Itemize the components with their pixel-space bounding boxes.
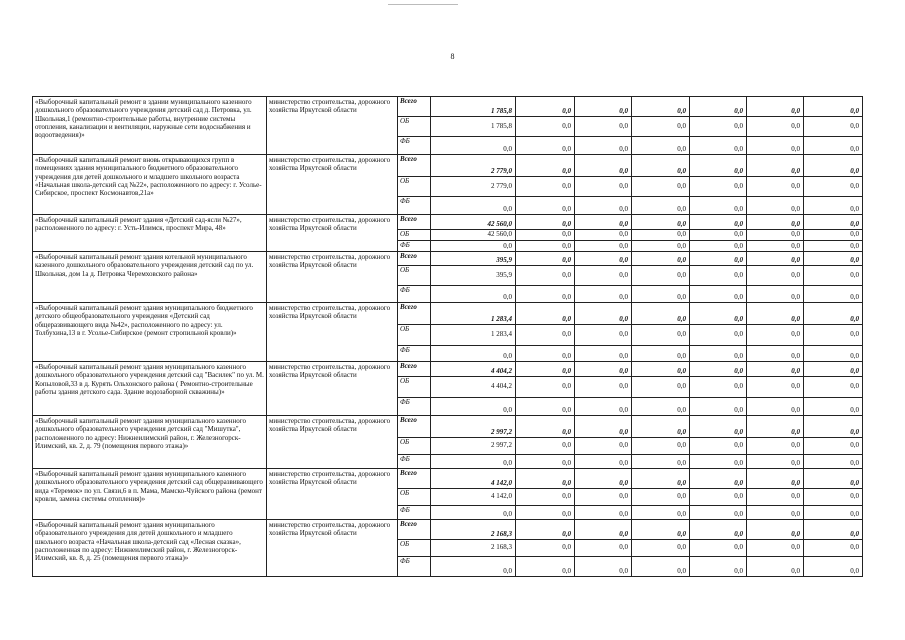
- amount-cell: 0,0: [747, 155, 804, 177]
- object-description: «Выборочный капитальный ремонт здания муниципального казенного дошкольного образовательного учреждения детский сад общеразвивающего вида «Теремок» по ул. Связи,6 в п. Мама, Мамско-Чуйского района (ремонт кровли, замена системы отопления)»: [33, 469, 267, 520]
- amount-cell: 0,0: [690, 117, 747, 137]
- object-description: «Выборочный капитальный ремонт в здании муниципального казенного дошкольного образовательного учреждения детский сад д. Петровка, ул. Школьная,1 (ремонтно-строительные работы, внутренние системы отопления, канализации и вентиляции, наружные сети водоснабжения и водоотведения)»: [33, 97, 267, 155]
- amount-cell: 0,0: [431, 241, 516, 252]
- amount-cell: 0,0: [632, 197, 690, 215]
- amount-cell: 4 142,0: [431, 469, 516, 489]
- amount-cell: 0,0: [804, 362, 863, 377]
- funding-source-label: ФБ: [398, 455, 431, 469]
- table-row: [33, 416, 863, 438]
- amount-cell: 0,0: [516, 416, 575, 438]
- amount-cell: 0,0: [632, 489, 690, 506]
- amount-cell: 0,0: [632, 557, 690, 577]
- responsible-organization: министерство строительства, дорожного хозяйства Иркутской области: [267, 362, 398, 416]
- amount-cell: 0,0: [804, 215, 863, 230]
- amount-cell: 0,0: [632, 469, 690, 489]
- amount-cell: 0,0: [431, 455, 516, 469]
- funding-source-label: Всего: [398, 252, 431, 266]
- amount-cell: 0,0: [747, 416, 804, 438]
- amount-cell: 0,0: [516, 252, 575, 266]
- amount-cell: 0,0: [632, 137, 690, 155]
- amount-cell: 0,0: [632, 230, 690, 241]
- amount-cell: 0,0: [431, 557, 516, 577]
- amount-cell: 0,0: [804, 346, 863, 362]
- amount-cell: 0,0: [575, 252, 632, 266]
- amount-cell: 0,0: [804, 197, 863, 215]
- funding-source-label: ОБ: [398, 117, 431, 137]
- scan-artifact: [388, 4, 458, 5]
- amount-cell: 0,0: [690, 155, 747, 177]
- funding-source-label: ОБ: [398, 177, 431, 197]
- amount-cell: 2 779,0: [431, 155, 516, 177]
- amount-cell: 0,0: [804, 455, 863, 469]
- amount-cell: 0,0: [747, 215, 804, 230]
- amount-cell: 0,0: [516, 241, 575, 252]
- amount-cell: 0,0: [690, 398, 747, 416]
- amount-cell: 0,0: [516, 266, 575, 286]
- amount-cell: 0,0: [575, 137, 632, 155]
- amount-cell: 0,0: [516, 398, 575, 416]
- amount-cell: 0,0: [516, 303, 575, 325]
- amount-cell: 0,0: [575, 469, 632, 489]
- funding-source-label: ОБ: [398, 230, 431, 241]
- amount-cell: 0,0: [632, 215, 690, 230]
- amount-cell: 0,0: [632, 346, 690, 362]
- amount-cell: 4 142,0: [431, 489, 516, 506]
- table-row: [33, 252, 863, 266]
- amount-cell: 0,0: [804, 155, 863, 177]
- amount-cell: 0,0: [516, 346, 575, 362]
- funding-source-label: Всего: [398, 469, 431, 489]
- amount-cell: 0,0: [804, 469, 863, 489]
- amount-cell: 0,0: [690, 540, 747, 557]
- funding-source-label: ФБ: [398, 346, 431, 362]
- amount-cell: 0,0: [516, 377, 575, 398]
- object-description: «Выборочный капитальный ремонт здания «Детский сад-ясли №27», расположенного по адресу: г. Усть-Илимск, проспект Мира, 48»: [33, 215, 267, 252]
- amount-cell: 0,0: [747, 241, 804, 252]
- amount-cell: 0,0: [575, 438, 632, 455]
- amount-cell: 0,0: [690, 137, 747, 155]
- amount-cell: 0,0: [747, 520, 804, 540]
- amount-cell: 0,0: [516, 469, 575, 489]
- object-description: «Выборочный капитальный ремонт здания муниципального бюджетного детского общеобразовательного учреждения «Детский сад общеразвивающего вида №42», расположенного по адресу: ул. Толбухина,13 в г. Усолье-Сибирское (ремонт стропильной кровли)»: [33, 303, 267, 362]
- amount-cell: 0,0: [516, 520, 575, 540]
- amount-cell: 0,0: [804, 286, 863, 303]
- funding-source-label: ОБ: [398, 489, 431, 506]
- funding-source-label: ОБ: [398, 325, 431, 346]
- funding-source-label: ФБ: [398, 398, 431, 416]
- responsible-organization: министерство строительства, дорожного хозяйства Иркутской области: [267, 155, 398, 215]
- funding-source-label: ОБ: [398, 438, 431, 455]
- amount-cell: 0,0: [516, 137, 575, 155]
- amount-cell: 1 785,8: [431, 117, 516, 137]
- amount-cell: 0,0: [690, 230, 747, 241]
- amount-cell: 0,0: [747, 137, 804, 155]
- responsible-organization: министерство строительства, дорожного хозяйства Иркутской области: [267, 215, 398, 252]
- amount-cell: 395,9: [431, 252, 516, 266]
- funding-source-label: Всего: [398, 416, 431, 438]
- funding-source-label: ФБ: [398, 286, 431, 303]
- funding-source-label: ФБ: [398, 137, 431, 155]
- amount-cell: 0,0: [516, 455, 575, 469]
- amount-cell: 0,0: [690, 177, 747, 197]
- object-description: «Выборочный капитальный ремонт здания муниципального казенного дошкольного образовательного учреждения детский сад "Василек" по ул. М. Копыловой,33 в д. Курять Ольхонского района ( Ремонтно-строительные работы здания детского сада. Здание водозаборной скважины)»: [33, 362, 267, 416]
- amount-cell: 0,0: [747, 286, 804, 303]
- amount-cell: 2 997,2: [431, 438, 516, 455]
- amount-cell: 0,0: [632, 520, 690, 540]
- amount-cell: 0,0: [690, 303, 747, 325]
- amount-cell: 0,0: [516, 117, 575, 137]
- amount-cell: 4 404,2: [431, 362, 516, 377]
- amount-cell: 0,0: [747, 197, 804, 215]
- amount-cell: 0,0: [690, 469, 747, 489]
- amount-cell: 0,0: [804, 230, 863, 241]
- amount-cell: 0,0: [690, 197, 747, 215]
- amount-cell: 0,0: [747, 469, 804, 489]
- funding-source-label: Всего: [398, 520, 431, 540]
- amount-cell: 0,0: [690, 377, 747, 398]
- amount-cell: 0,0: [747, 325, 804, 346]
- amount-cell: 0,0: [632, 438, 690, 455]
- amount-cell: 0,0: [804, 540, 863, 557]
- amount-cell: 0,0: [804, 506, 863, 520]
- amount-cell: 0,0: [690, 241, 747, 252]
- amount-cell: 0,0: [804, 520, 863, 540]
- amount-cell: 0,0: [575, 520, 632, 540]
- amount-cell: 0,0: [575, 557, 632, 577]
- amount-cell: 0,0: [747, 506, 804, 520]
- funding-source-label: Всего: [398, 215, 431, 230]
- amount-cell: 0,0: [747, 557, 804, 577]
- amount-cell: 0,0: [747, 177, 804, 197]
- amount-cell: 0,0: [575, 241, 632, 252]
- amount-cell: 0,0: [575, 266, 632, 286]
- amount-cell: 0,0: [690, 438, 747, 455]
- amount-cell: 0,0: [747, 303, 804, 325]
- amount-cell: 0,0: [747, 455, 804, 469]
- amount-cell: 0,0: [747, 346, 804, 362]
- amount-cell: 0,0: [804, 416, 863, 438]
- amount-cell: 0,0: [804, 266, 863, 286]
- amount-cell: 0,0: [804, 557, 863, 577]
- amount-cell: 0,0: [632, 455, 690, 469]
- amount-cell: 0,0: [431, 398, 516, 416]
- table-row: [33, 155, 863, 177]
- funding-source-label: ФБ: [398, 197, 431, 215]
- amount-cell: 0,0: [747, 489, 804, 506]
- amount-cell: 0,0: [516, 197, 575, 215]
- responsible-organization: министерство строительства, дорожного хозяйства Иркутской области: [267, 520, 398, 577]
- amount-cell: 2 168,3: [431, 540, 516, 557]
- amount-cell: 0,0: [431, 197, 516, 215]
- amount-cell: 0,0: [575, 230, 632, 241]
- program-table: [32, 96, 863, 577]
- amount-cell: 0,0: [804, 97, 863, 117]
- amount-cell: 2 997,2: [431, 416, 516, 438]
- funding-source-label: ОБ: [398, 377, 431, 398]
- amount-cell: 0,0: [632, 398, 690, 416]
- amount-cell: 0,0: [575, 362, 632, 377]
- amount-cell: 0,0: [690, 455, 747, 469]
- amount-cell: 0,0: [575, 377, 632, 398]
- table-row: [33, 97, 863, 117]
- amount-cell: 0,0: [516, 325, 575, 346]
- amount-cell: 0,0: [747, 117, 804, 137]
- amount-cell: 0,0: [632, 241, 690, 252]
- table-row: [33, 362, 863, 377]
- amount-cell: 0,0: [747, 97, 804, 117]
- page-number: 8: [450, 52, 455, 61]
- amount-cell: 0,0: [804, 489, 863, 506]
- amount-cell: 0,0: [516, 230, 575, 241]
- table-row: [33, 303, 863, 325]
- amount-cell: 0,0: [575, 286, 632, 303]
- amount-cell: 0,0: [632, 303, 690, 325]
- amount-cell: 0,0: [632, 177, 690, 197]
- amount-cell: 0,0: [747, 230, 804, 241]
- amount-cell: 0,0: [516, 155, 575, 177]
- amount-cell: 0,0: [575, 540, 632, 557]
- amount-cell: 0,0: [575, 197, 632, 215]
- amount-cell: 0,0: [690, 506, 747, 520]
- amount-cell: 0,0: [747, 540, 804, 557]
- amount-cell: 0,0: [516, 97, 575, 117]
- funding-source-label: Всего: [398, 155, 431, 177]
- responsible-organization: министерство строительства, дорожного хозяйства Иркутской области: [267, 252, 398, 303]
- amount-cell: 0,0: [804, 137, 863, 155]
- amount-cell: 0,0: [804, 377, 863, 398]
- amount-cell: 0,0: [575, 346, 632, 362]
- amount-cell: 0,0: [516, 362, 575, 377]
- responsible-organization: министерство строительства, дорожного хозяйства Иркутской области: [267, 97, 398, 155]
- amount-cell: 0,0: [747, 377, 804, 398]
- amount-cell: 0,0: [632, 377, 690, 398]
- amount-cell: 1 283,4: [431, 303, 516, 325]
- amount-cell: 1 283,4: [431, 325, 516, 346]
- amount-cell: 0,0: [690, 325, 747, 346]
- responsible-organization: министерство строительства, дорожного хозяйства Иркутской области: [267, 416, 398, 469]
- amount-cell: 0,0: [690, 520, 747, 540]
- amount-cell: 0,0: [575, 117, 632, 137]
- amount-cell: 0,0: [431, 346, 516, 362]
- amount-cell: 395,9: [431, 266, 516, 286]
- amount-cell: 0,0: [632, 155, 690, 177]
- amount-cell: 0,0: [431, 137, 516, 155]
- amount-cell: 0,0: [516, 286, 575, 303]
- amount-cell: 0,0: [516, 540, 575, 557]
- amount-cell: 0,0: [516, 489, 575, 506]
- amount-cell: 2 779,0: [431, 177, 516, 197]
- amount-cell: 4 404,2: [431, 377, 516, 398]
- funding-source-label: ФБ: [398, 506, 431, 520]
- amount-cell: 0,0: [690, 346, 747, 362]
- amount-cell: 0,0: [516, 438, 575, 455]
- amount-cell: 0,0: [804, 241, 863, 252]
- object-description: «Выборочный капитальный ремонт здания котельной муниципального казенного дошкольного образовательного учреждения детский сад по ул. Школьная, дом 1а д. Петровка Черемховского района»: [33, 252, 267, 303]
- amount-cell: 0,0: [690, 286, 747, 303]
- amount-cell: 0,0: [431, 506, 516, 520]
- table-row: [33, 469, 863, 489]
- amount-cell: 0,0: [575, 325, 632, 346]
- amount-cell: 0,0: [431, 286, 516, 303]
- amount-cell: 0,0: [690, 557, 747, 577]
- funding-source-label: ФБ: [398, 557, 431, 577]
- amount-cell: 0,0: [575, 506, 632, 520]
- amount-cell: 0,0: [632, 266, 690, 286]
- amount-cell: 0,0: [516, 215, 575, 230]
- amount-cell: 0,0: [747, 362, 804, 377]
- amount-cell: 0,0: [575, 455, 632, 469]
- amount-cell: 0,0: [575, 416, 632, 438]
- amount-cell: 0,0: [804, 325, 863, 346]
- object-description: «Выборочный капитальный ремонт здания муниципального казенного дошкольного образовательного учреждения детский сад "Мишутка", расположенного по адресу: Нижнеилимский район, г. Железногорск-Илимский, кв. 2, д. 79 (помещения первого этажа)»: [33, 416, 267, 469]
- amount-cell: 0,0: [804, 177, 863, 197]
- funding-source-label: ОБ: [398, 266, 431, 286]
- amount-cell: 0,0: [690, 362, 747, 377]
- amount-cell: 0,0: [632, 325, 690, 346]
- amount-cell: 0,0: [516, 177, 575, 197]
- amount-cell: 0,0: [747, 438, 804, 455]
- amount-cell: 0,0: [804, 117, 863, 137]
- object-description: «Выборочный капитальный ремонт здания муниципального образовательного учреждения для детей дошкольного и младшего школьного возраста «Начальная школа-детский сад «Лесная сказка», расположенная по адресу: Нижнеилимский район, г. Железногорск-Илимский, кв. 8, д. 25 (помещения первого этажа)»: [33, 520, 267, 577]
- amount-cell: 0,0: [747, 398, 804, 416]
- amount-cell: 0,0: [632, 540, 690, 557]
- amount-cell: 0,0: [690, 266, 747, 286]
- responsible-organization: министерство строительства, дорожного хозяйства Иркутской области: [267, 303, 398, 362]
- amount-cell: 2 168,3: [431, 520, 516, 540]
- amount-cell: 0,0: [804, 438, 863, 455]
- object-description: «Выборочный капитальный ремонт вновь открывающихся групп в помещениях здания муниципального бюджетного образовательного учреждения для детей дошкольного и младшего школьного возраста «Начальная школа-детский сад №22», расположенного по адресу: г. Усолье-Сибирское, проспект Космонавтов,21а»: [33, 155, 267, 215]
- amount-cell: 0,0: [747, 266, 804, 286]
- amount-cell: 0,0: [575, 303, 632, 325]
- amount-cell: 0,0: [516, 506, 575, 520]
- amount-cell: 42 560,0: [431, 215, 516, 230]
- amount-cell: 0,0: [575, 398, 632, 416]
- amount-cell: 0,0: [632, 416, 690, 438]
- funding-source-label: Всего: [398, 362, 431, 377]
- amount-cell: 0,0: [804, 303, 863, 325]
- amount-cell: 0,0: [632, 286, 690, 303]
- funding-source-label: Всего: [398, 97, 431, 117]
- amount-cell: 0,0: [575, 489, 632, 506]
- amount-cell: 0,0: [804, 252, 863, 266]
- amount-cell: 0,0: [804, 398, 863, 416]
- amount-cell: 0,0: [575, 177, 632, 197]
- funding-source-label: Всего: [398, 303, 431, 325]
- amount-cell: 0,0: [690, 489, 747, 506]
- amount-cell: 1 785,8: [431, 97, 516, 117]
- amount-cell: 42 560,0: [431, 230, 516, 241]
- amount-cell: 0,0: [575, 215, 632, 230]
- table-row: [33, 520, 863, 540]
- amount-cell: 0,0: [632, 506, 690, 520]
- amount-cell: 0,0: [575, 155, 632, 177]
- funding-source-label: ОБ: [398, 540, 431, 557]
- amount-cell: 0,0: [632, 362, 690, 377]
- amount-cell: 0,0: [747, 252, 804, 266]
- amount-cell: 0,0: [690, 215, 747, 230]
- responsible-organization: министерство строительства, дорожного хозяйства Иркутской области: [267, 469, 398, 520]
- amount-cell: 0,0: [632, 97, 690, 117]
- table-row: [33, 215, 863, 230]
- amount-cell: 0,0: [575, 97, 632, 117]
- funding-source-label: ФБ: [398, 241, 431, 252]
- amount-cell: 0,0: [690, 97, 747, 117]
- amount-cell: 0,0: [632, 252, 690, 266]
- amount-cell: 0,0: [516, 557, 575, 577]
- amount-cell: 0,0: [690, 252, 747, 266]
- table-body: [33, 97, 863, 577]
- amount-cell: 0,0: [632, 117, 690, 137]
- amount-cell: 0,0: [690, 416, 747, 438]
